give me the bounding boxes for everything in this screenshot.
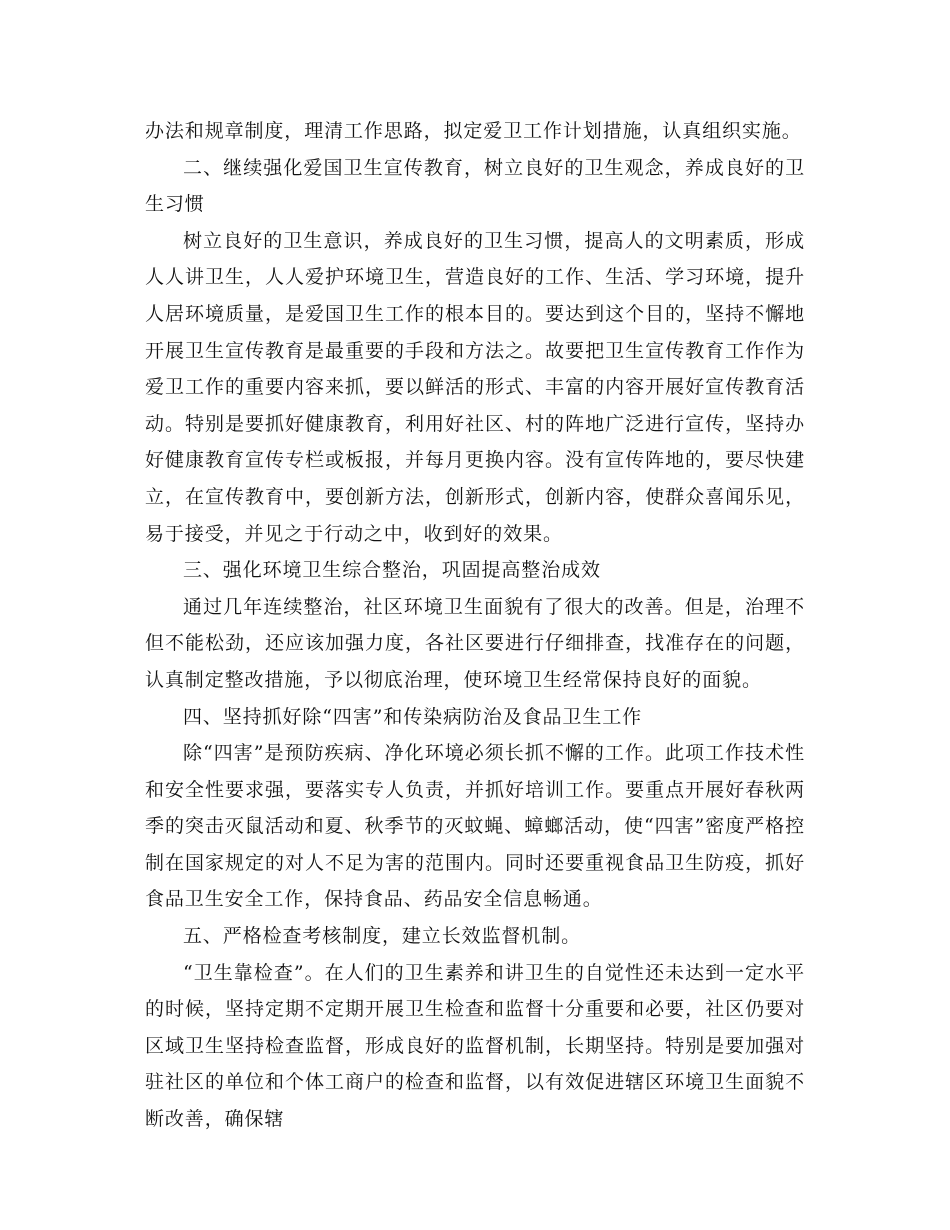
document-page xyxy=(145,113,805,1138)
paragraph-section-2: 树立良好的卫生意识，养成良好的卫生习惯，提高人的文明素质，形成人人讲卫生，人人爱护环境卫生，营造良好的工作、生活、学习环境，提升人居环境质量，是爱国卫生工作的根本目的。要达到这个目的，坚持不懈地开展卫生宣传教育是最重要的手段和方法之。故要把卫生宣传教育工作作为爱卫工作的重要内容来抓，要以鲜活的形式、丰富的内容开展好宣传教育活动。特别是要抓好健康教育，利用好社区、村的阵地广泛进行宣传，坚持办好健康教育宣传专栏或板报，并每月更换内容。没有宣传阵地的，要尽快建立，在宣传教育中，要创新方法，创新形式，创新内容，使群众喜闻乐见，易于接受，并见之于行动之中，收到好的效果。 xyxy=(145,229,805,545)
paragraph-section-5: “卫生靠检查”。在人们的卫生素养和讲卫生的自觉性还未达到一定水平的时候，坚持定期不定期开展卫生检查和监督十分重要和必要，社区仍要对区域卫生坚持检查监督，形成良好的监督机制，长期坚持。特别是要加强对驻社区的单位和个体工商户的检查和监督，以有效促进辖区环境卫生面貌不断改善，确保辖 xyxy=(145,961,805,1131)
heading-section-2: 二、继续强化爱国卫生宣传教育，树立良好的卫生观念，养成良好的卫生习惯 xyxy=(145,156,805,216)
heading-section-5: 五、严格检查考核制度，建立长效监督机制。 xyxy=(183,925,582,948)
heading-section-3: 三、强化环境卫生综合整治，巩固提高整治成效 xyxy=(183,559,601,582)
paragraph-section-3: 通过几年连续整治，社区环境卫生面貌有了很大的改善。但是，治理不但不能松劲，还应该加强力度，各社区要进行仔细排查，找准存在的问题，认真制定整改措施，予以彻底治理，使环境卫生经常保持良好的面貌。 xyxy=(145,595,805,691)
paragraph-measures-end: 办法和规章制度，理清工作思路，拟定爱卫工作计划措施，认真组织实施。 xyxy=(145,120,802,142)
paragraph-section-4: 除“四害”是预防疾病、净化环境必须长抓不懈的工作。此项工作技术性和安全性要求强，要落实专人负责，并抓好培训工作。要重点开展好春秋两季的突击灭鼠活动和夏、秋季节的灭蚊蝇、蟑螂活动，使“四害”密度严格控制在国家规定的对人不足为害的范围内。同时还要重视食品卫生防疫，抓好食品卫生安全工作，保持食品、药品安全信息畅通。 xyxy=(145,742,805,911)
heading-section-4: 四、坚持抓好除“四害”和传染病防治及食品卫生工作 xyxy=(183,705,643,728)
